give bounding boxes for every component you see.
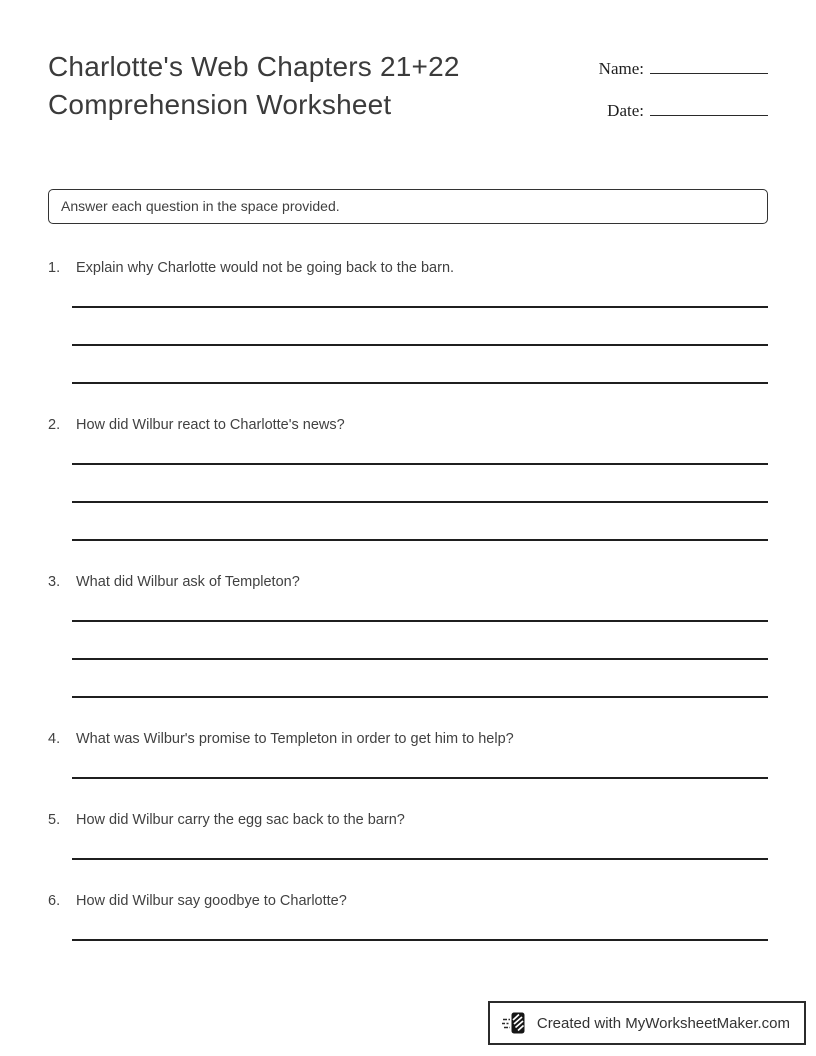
name-date-block <box>599 54 768 138</box>
question-text: Explain why Charlotte would not be going back to the barn. <box>76 260 455 276</box>
question-row <box>48 810 768 830</box>
question-item <box>48 810 768 860</box>
page-header <box>0 0 816 138</box>
question-row <box>48 891 768 911</box>
question-text: How did Wilbur say goodbye to Charlotte? <box>76 893 347 909</box>
answer-line <box>72 435 768 465</box>
question-number: 1. <box>48 260 61 276</box>
footer-credit-text: Created with MyWorksheetMaker.com <box>536 1014 790 1032</box>
question-item <box>48 258 768 384</box>
question-row <box>48 572 768 592</box>
question-item <box>48 415 768 541</box>
answer-line <box>72 749 768 779</box>
answer-lines <box>72 830 768 860</box>
answer-line <box>72 465 768 503</box>
question-text: What did Wilbur ask of Templeton? <box>76 574 300 590</box>
name-blank-line <box>650 54 768 74</box>
answer-line <box>72 278 768 308</box>
answer-line <box>72 503 768 541</box>
name-row <box>599 54 768 79</box>
answer-line <box>72 660 768 698</box>
question-number: 3. <box>48 574 61 590</box>
answer-lines <box>72 592 768 698</box>
name-label: Name: <box>598 59 644 78</box>
date-label: Date: <box>607 101 644 120</box>
question-list <box>48 224 768 941</box>
answer-line <box>72 308 768 346</box>
question-number: 6. <box>48 893 61 909</box>
answer-line <box>72 592 768 622</box>
answer-lines <box>72 278 768 384</box>
question-number: 5. <box>48 812 61 828</box>
question-row <box>48 729 768 749</box>
answer-line <box>72 622 768 660</box>
instructions-text: Answer each question in the space provided. <box>61 198 340 214</box>
page-title: Charlotte's Web Chapters 21+22 Comprehension Worksheet <box>48 51 460 120</box>
worksheet-logo-icon <box>502 1010 528 1036</box>
question-text: How did Wilbur react to Charlotte's news? <box>76 417 345 433</box>
answer-lines <box>72 911 768 941</box>
date-blank-line <box>650 96 768 116</box>
question-row <box>48 258 768 278</box>
answer-line <box>72 911 768 941</box>
question-item <box>48 729 768 779</box>
date-row <box>599 96 768 121</box>
question-number: 4. <box>48 731 61 747</box>
answer-line <box>72 346 768 384</box>
footer-credit-box <box>488 1001 806 1045</box>
answer-lines <box>72 749 768 779</box>
answer-lines <box>72 435 768 541</box>
question-item <box>48 572 768 698</box>
question-text: What was Wilbur's promise to Templeton in order to get him to help? <box>76 731 514 747</box>
question-number: 2. <box>48 417 61 433</box>
answer-line <box>72 830 768 860</box>
question-text: How did Wilbur carry the egg sac back to the barn? <box>76 812 405 828</box>
question-item <box>48 891 768 941</box>
question-row <box>48 415 768 435</box>
instructions-box <box>48 189 768 224</box>
